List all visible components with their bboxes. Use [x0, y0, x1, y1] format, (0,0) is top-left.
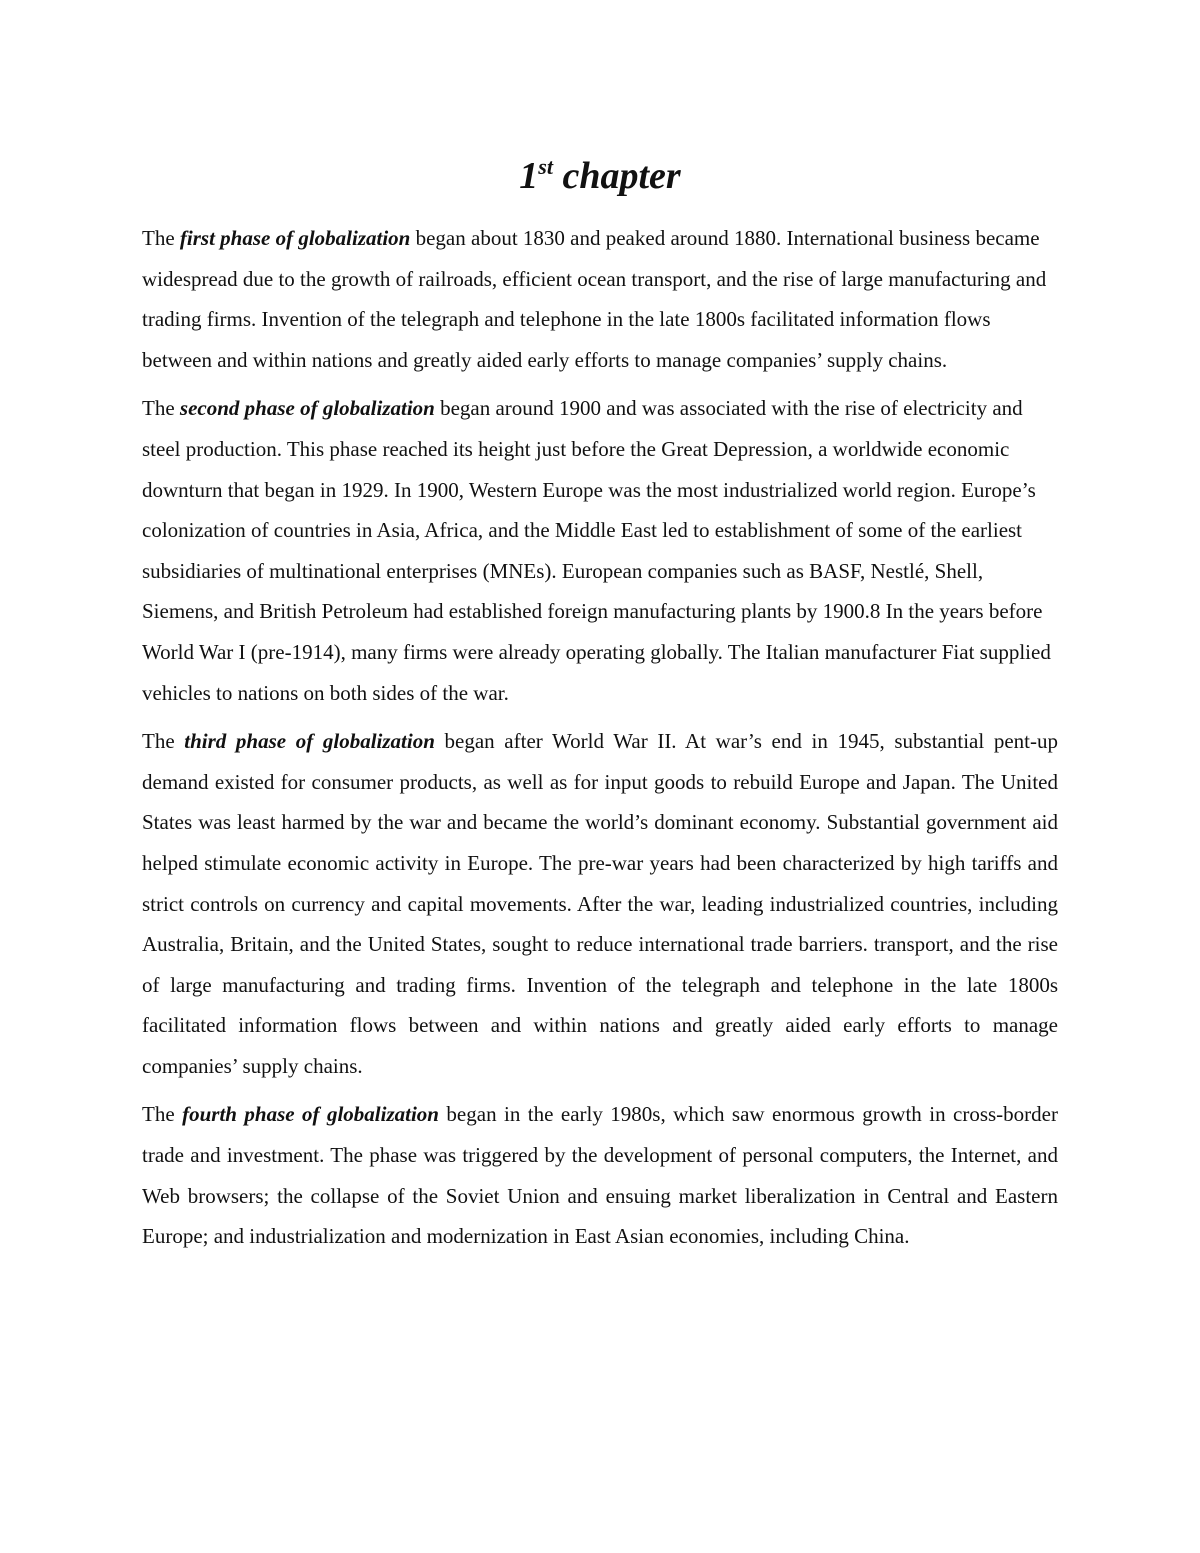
paragraph-lead: The [142, 729, 185, 754]
paragraph-lead: The [142, 396, 180, 421]
paragraph-text: began after World War II. At war’s end in 1945, substantial pent-up demand existed for consumer products, as well as for input goods to rebuild Europe and Japan. The United States was least harmed by the war and became the world’s dominant economy. Substantial government aid helped stimulate economic activity in Europe. The pre-war years had been characterized by high tariffs and strict controls on currency and capital movements. After the war, leading industrialized countries, including Australia, Britain, and the United States, sought to reduce international trade barriers. transport, and the rise of large manufacturing and trading firms. Invention of the telegraph and telephone in the late 1800s facilitated information flows between and within nations and greatly aided early efforts to manage companies’ supply chains. [142, 729, 1058, 1078]
paragraph-third-phase [142, 721, 1058, 1086]
term-second-phase: second phase of globalization [179, 396, 435, 421]
chapter-word: chapter [562, 155, 681, 197]
paragraph-second-phase [142, 388, 1058, 713]
chapter-ordinal-suffix: st [538, 154, 553, 179]
paragraph-fourth-phase [142, 1094, 1058, 1256]
document-body [142, 218, 1058, 1265]
paragraph-first-phase [142, 218, 1058, 380]
term-third-phase: third phase of globalization [184, 729, 435, 754]
term-first-phase: first phase of globalization [179, 226, 411, 250]
paragraph-lead: The [142, 1102, 183, 1127]
paragraph-lead: The [142, 226, 180, 250]
chapter-title [0, 150, 1200, 202]
paragraph-text: began in the early 1980s, which saw enormous growth in cross-border trade and investment. The phase was triggered by the development of personal computers, the Internet, and Web browsers; the collapse of the Soviet Union and ensuing market liberalization in Central and Eastern Europe; and industrialization and modernization in East Asian economies, including China. [142, 1102, 1058, 1249]
term-fourth-phase: fourth phase of globalization [182, 1102, 439, 1127]
chapter-number: 1 [519, 155, 539, 197]
paragraph-text: began about 1830 and peaked around 1880. International business became widespread due to the growth of railroads, efficient ocean transport, and the rise of large manufacturing and trading firms. Invention of the telegraph and telephone in the late 1800s facilitated information flows between and within nations and greatly aided early efforts to manage companies’ supply chains. [142, 226, 1047, 372]
paragraph-text: began around 1900 and was associated with the rise of electricity and steel production. This phase reached its height just before the Great Depression, a worldwide economic downturn that began in 1929. In 1900, Western Europe was the most industrialized world region. Europe’s colonization of countries in Asia, Africa, and the Middle East led to establishment of some of the earliest subsidiaries of multinational enterprises (MNEs). European companies such as BASF, Nestlé, Shell, Siemens, and British Petroleum had established foreign manufacturing plants by 1900.8 In the years before World War I (pre-1914), many firms were already operating globally. The Italian manufacturer Fiat supplied vehicles to nations on both sides of the war. [142, 396, 1051, 705]
